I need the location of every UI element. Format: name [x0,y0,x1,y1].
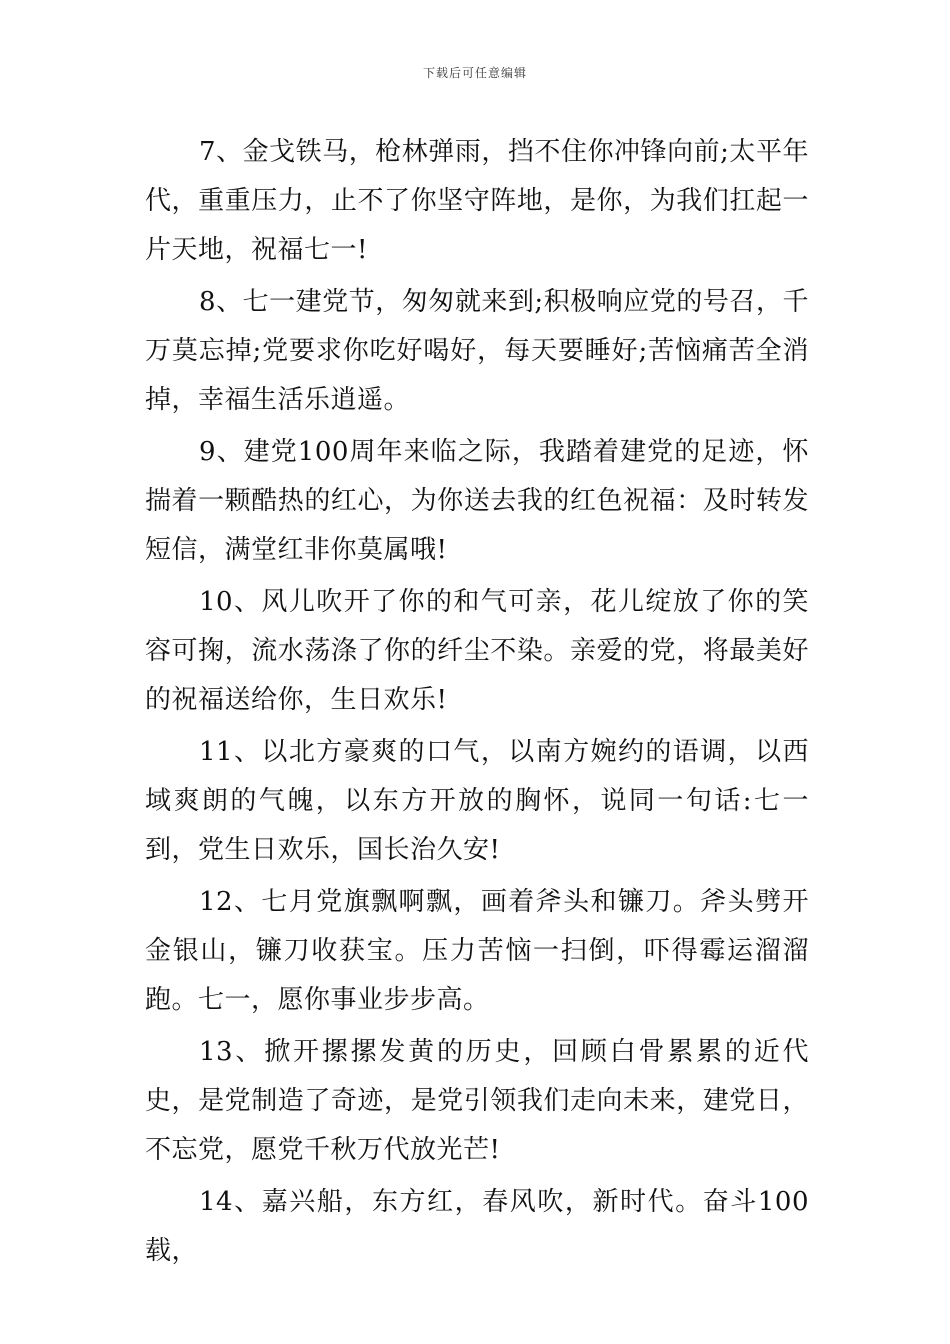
paragraph-11: 11、以北方豪爽的口气，以南方婉约的语调，以西域爽朗的气魄，以东方开放的胸怀，说同一句话:七一到，党生日欢乐，国长治久安! [145,737,809,865]
paragraph-14: 14、嘉兴船，东方红，春风吹，新时代。奋斗100载， [145,1187,809,1266]
paragraph-8: 8、七一建党节，匆匆就来到;积极响应党的号召，千万莫忘掉;党要求你吃好喝好，每天要睡好;苦恼痛苦全消掉，幸福生活乐逍遥。 [145,287,809,415]
paragraph-7: 7、金戈铁马，枪林弹雨，挡不住你冲锋向前;太平年代，重重压力，止不了你坚守阵地，是你，为我们扛起一片天地，祝福七一! [145,137,809,265]
header-note: 下载后可任意编辑 [422,66,527,80]
paragraph-10: 10、风儿吹开了你的和气可亲，花儿绽放了你的笑容可掬，流水荡涤了你的纤尘不染。亲爱的党，将最美好的祝福送给你，生日欢乐! [145,587,809,715]
paragraph-13: 13、掀开摞摞发黄的历史，回顾白骨累累的近代史，是党制造了奇迹，是党引领我们走向未来，建党日，不忘党，愿党千秋万代放光芒! [145,1037,809,1165]
paragraph-12: 12、七月党旗飘啊飘，画着斧头和镰刀。斧头劈开金银山，镰刀收获宝。压力苦恼一扫倒，吓得霉运溜溜跑。七一，愿你事业步步高。 [145,887,809,1015]
body-text [145,128,809,1279]
paragraph-9: 9、建党100周年来临之际，我踏着建党的足迹，怀揣着一颗酷热的红心，为你送去我的红色祝福：及时转发短信，满堂红非你莫属哦! [145,437,809,565]
